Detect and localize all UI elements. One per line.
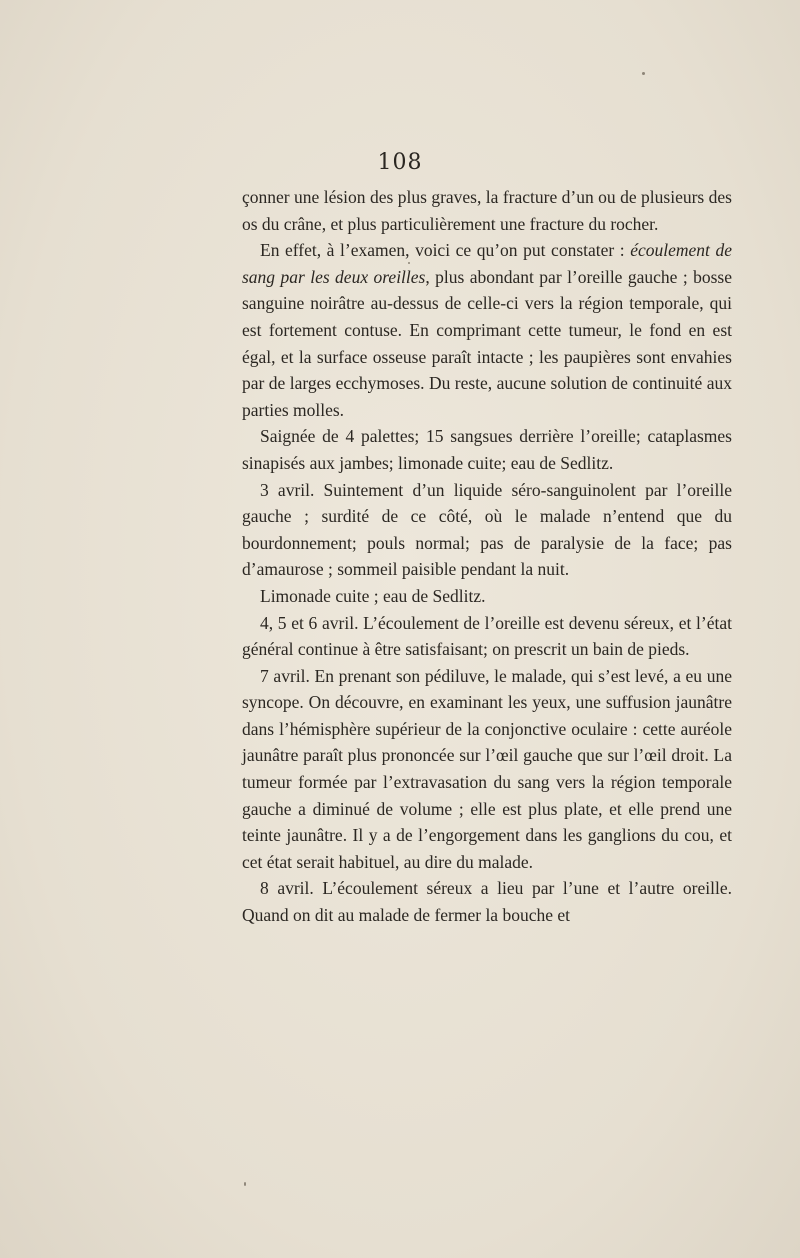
body-text <box>242 184 732 929</box>
paragraph <box>242 184 732 237</box>
paragraph <box>242 237 732 423</box>
paragraph <box>242 583 732 610</box>
paragraph-text: Saignée de 4 palettes; 15 sangsues derrière l’oreille; cataplasmes sinapisés aux jambes; limonade cuite; eau de Sedlitz. <box>242 426 732 473</box>
paragraph-text: çonner une lésion des plus graves, la fracture d’un ou de plusieurs des os du crâne, et plus particulièrement une fracture du rocher. <box>242 187 732 234</box>
paragraph <box>242 610 732 663</box>
paragraph-text: 8 avril. L’écoulement séreux a lieu par l’une et l’autre oreille. Quand on dit au malade de fermer la bouche et <box>242 878 732 926</box>
paragraph-text: En effet, à l’examen, voici ce qu’on put constater : <box>260 240 631 261</box>
paragraph <box>242 423 732 476</box>
italic-text: écoulement de sang par les deux oreilles <box>242 240 733 287</box>
paragraph <box>242 663 732 876</box>
paragraph-text: 4, 5 et 6 avril. L’écoulement de l’oreille est devenu séreux, et l’état général continue à être satisfaisant; on prescrit un bain de pieds. <box>242 612 732 660</box>
paragraph-text: 7 avril. En prenant son pédiluve, le malade, qui s’est levé, a eu une syncope. On découvre, en examinant les yeux, une suffusion jaunâtre dans l’hémisphère supérieur de la conjonctive oculaire : cette auréole jaunâtre paraît plus prononcée sur l’œil gauche que sur l’œil droit. La tumeur formée par l’extravasation du sang vers la région temporale gauche a diminué de volume ; elle est plus plate, et elle prend une teinte jaunâtre. Il y a de l’engorgement dans les ganglions du cou, et cet état serait habituel, au dire du malade. <box>242 665 732 872</box>
paper-speck <box>244 1182 246 1186</box>
paragraph-text: , plus abondant par l’oreille gauche ; bosse sanguine noirâtre au-dessus de celle-ci vers la région temporale, qui est fortement contuse. En comprimant cette tumeur, le fond en est égal, et la surface osseuse paraît intacte ; les paupières sont envahies par de larges ecchymoses. Du reste, aucune solution de continuité aux parties molles. <box>242 266 733 420</box>
page-number: 108 <box>377 150 423 175</box>
paper-speck <box>408 262 410 264</box>
paper-speck <box>642 72 645 75</box>
paragraph <box>242 875 732 928</box>
paragraph-text: Limonade cuite ; eau de Sedlitz. <box>260 585 486 606</box>
paragraph <box>242 477 732 583</box>
paragraph-text: 3 avril. Suintement d’un liquide séro-sanguinolent par l’oreille gauche ; surdité de ce côté, où le malade n’entend que du bourdonnement; pouls normal; pas de paralysie de la face; pas d’amaurose ; sommeil paisible pendant la nuit. <box>242 479 732 580</box>
